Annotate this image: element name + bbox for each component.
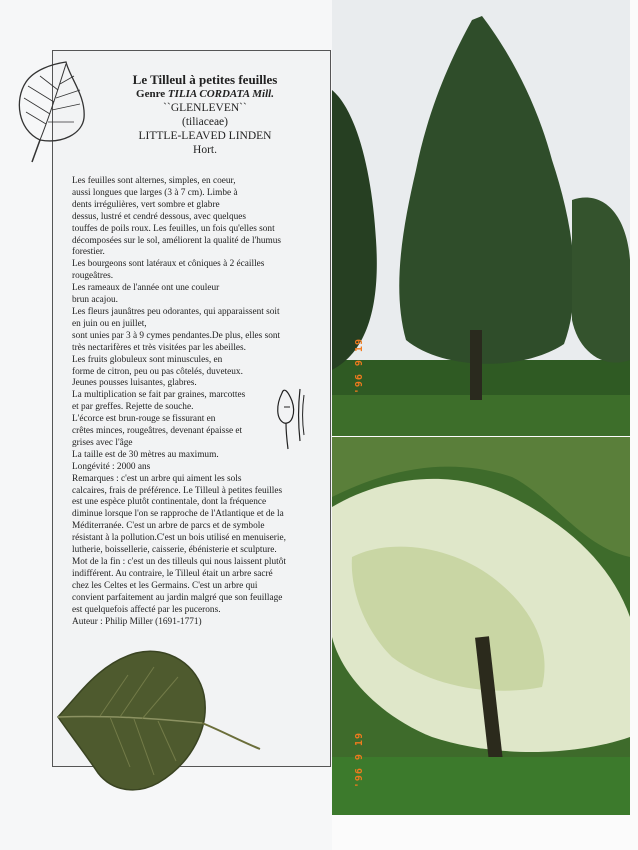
page-title: Le Tilleul à petites feuilles bbox=[132, 72, 278, 87]
description-text bbox=[72, 176, 306, 628]
hort-tag: Hort. bbox=[193, 144, 217, 156]
description-line: Les fleurs jaunâtres peu odorantes, qui apparaissent soit bbox=[72, 306, 280, 317]
description-line: Remarques : c'est un arbre qui aiment les sols bbox=[72, 473, 242, 484]
description-line: calcaires, frais de préférence. Le Tilleul à petites feuilles bbox=[72, 485, 283, 496]
description-line: La taille est de 30 mètres au maximum. bbox=[72, 449, 219, 460]
description-line: chez les Celtes et les Germains. C'est un arbre qui bbox=[72, 580, 258, 591]
description-line: dents irrégulières, vert sombre et glabre bbox=[72, 199, 220, 210]
pressed-leaf-image bbox=[50, 645, 265, 795]
description-line: en juin ou en juillet, bbox=[72, 318, 147, 329]
description-line: dessus, lustré et cendré dessous, avec quelques bbox=[72, 211, 247, 222]
description-line: Les feuilles sont alternes, simples, en coeur, bbox=[72, 176, 236, 186]
description-line: crêtes minces, rougeâtres, devenant épaisse et bbox=[72, 426, 243, 437]
description-line: et par greffes. Rejette de souche. bbox=[72, 402, 194, 413]
description-line: forestier. bbox=[72, 247, 105, 258]
description-line: touffes de poils roux. Les feuilles, un fois qu'elles sont bbox=[72, 223, 275, 234]
description-line: Longévité : 2000 ans bbox=[72, 461, 151, 472]
description-line: est une espèce plutôt continentale, dont la fréquence bbox=[72, 497, 267, 508]
description-line: diminue lorsque l'on se rapproche de l'Atlantique et de la bbox=[72, 509, 284, 520]
english-name: LITTLE-LEAVED LINDEN bbox=[138, 130, 272, 142]
description-line: lutherie, boissellerie, caisserie, ébénisterie et sculpture. bbox=[72, 545, 277, 556]
tree-photo bbox=[332, 0, 630, 436]
description-line: Les fruits globuleux sont minuscules, en bbox=[72, 354, 223, 365]
foliage-photo bbox=[332, 437, 630, 815]
description-line: Les bourgeons sont latéraux et côniques à 2 écailles bbox=[72, 259, 265, 270]
page-margin-right bbox=[630, 0, 638, 850]
family-name: (tiliaceae) bbox=[182, 116, 228, 128]
description-line: indifférent. Au contraire, le Tilleul était un arbre sacré bbox=[72, 568, 273, 579]
description-line: aussi longues que larges (3 à 7 cm). Limbe à bbox=[72, 187, 238, 198]
genus-line bbox=[60, 88, 350, 101]
description-line: Jeunes pousses luisantes, glabres. bbox=[72, 378, 197, 389]
description-line: sont unies par 3 à 9 cymes pendantes.De plus, elles sont bbox=[72, 330, 281, 341]
description-line: grises avec l'âge bbox=[72, 437, 133, 448]
description-line: résistant à la pollution.C'est un bois utilisé en menuiserie, bbox=[72, 533, 286, 544]
photo-date-stamp-bottom: '96 9 19 bbox=[354, 732, 365, 789]
description-line: convient parfaitement au jardin malgré que son feuillage bbox=[72, 592, 283, 603]
description-line: très nectarifères et très visitées par les abeilles. bbox=[72, 342, 246, 353]
description-line: La multiplication se fait par graines, marcottes bbox=[72, 390, 246, 401]
signature-mark bbox=[274, 385, 310, 455]
description-line: est quelquefois affecté par les pucerons. bbox=[72, 604, 221, 615]
description-line: Méditerranée. C'est un arbre de parcs et de symbole bbox=[72, 521, 265, 532]
description-line: Auteur : Philip Miller (1691-1771) bbox=[72, 616, 202, 627]
cultivar-name: ``GLENLEVEN`` bbox=[163, 102, 247, 114]
photo-date-stamp-top: '96 9 19 bbox=[354, 338, 365, 395]
description-line: L'écorce est brun-rouge se fissurant en bbox=[72, 414, 216, 425]
genus-name: TILIA CORDATA Mill. bbox=[167, 88, 274, 100]
description-line: brun acajou. bbox=[72, 295, 118, 306]
description-line: rougeâtres. bbox=[72, 271, 114, 282]
title-block bbox=[60, 72, 350, 157]
page-margin-bottom bbox=[332, 815, 638, 850]
description-line: Mot de la fin : c'est un des tilleuls qui nous laissent plutôt bbox=[72, 557, 286, 567]
description-line: forme de citron, peu ou pas côtelés, duveteux. bbox=[72, 366, 243, 377]
genus-prefix: Genre bbox=[136, 88, 168, 100]
description-line: décomposées sur le sol, améliorent la qualité de l'humus bbox=[72, 235, 281, 246]
description-line: Les rameaux de l'année ont une couleur bbox=[72, 283, 220, 294]
